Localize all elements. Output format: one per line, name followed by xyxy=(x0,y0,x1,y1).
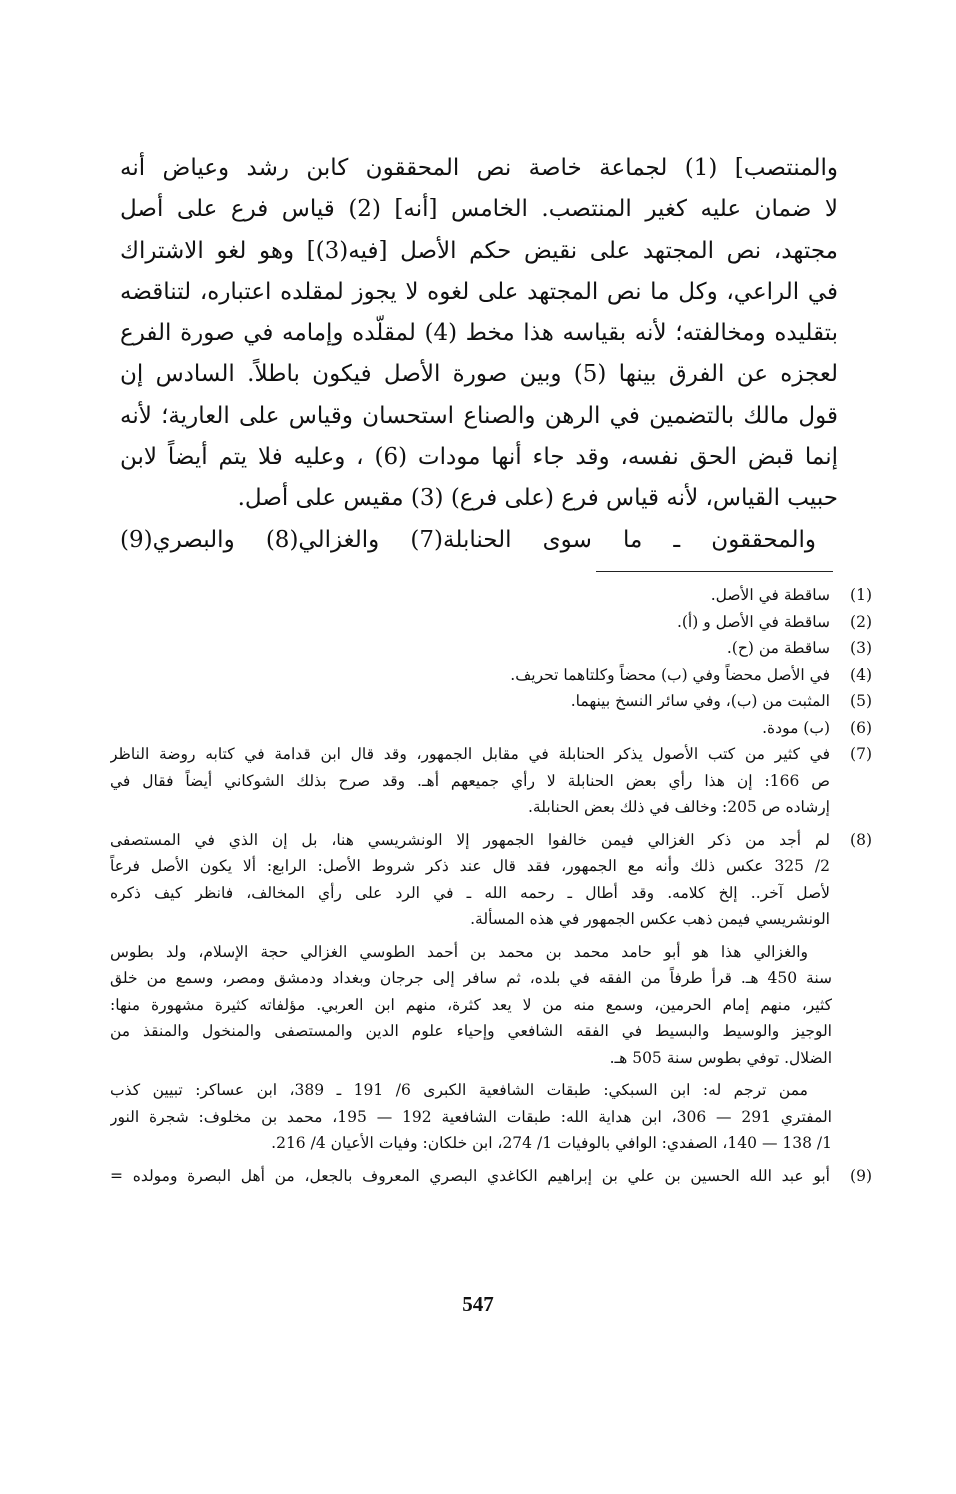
sources-line: المفتري 291 — 306، ابن هداية الله: طبقات الشافعية 192 — 195، محمد بن مخلوف: شجرة النور xyxy=(110,1107,832,1126)
main-text-line: لعجزه عن الفرق بينها (5) وبين صورة الأصل فيكون باطلاً. السادس إن xyxy=(120,361,838,388)
footnote-text: ساقطة في الأصل. xyxy=(710,586,830,604)
footnote-number: (2) xyxy=(850,612,872,631)
main-text-line: حبيب القياس، لأنه قياس فرع (على فرع) (3) مقيس على أصل. xyxy=(237,485,838,512)
footnotes xyxy=(110,582,872,1189)
footnote-text: ص 166: إن هذا رأي بعض الحنابلة لا رأي جميعهم أهـ. وقد صرح بذلك الشوكاني أيضاً فقال في xyxy=(110,771,830,790)
footnote xyxy=(110,1163,872,1190)
footnote-text: ساقطة من (ح). xyxy=(726,639,830,657)
footnote-text: إرشاده ص 205: وخالف في ذلك بعض الحنابلة. xyxy=(527,798,830,816)
footnote-number: (6) xyxy=(850,718,872,737)
footnote xyxy=(110,827,872,933)
footnote-text: ساقطة في الأصل و (أ). xyxy=(676,612,830,631)
footnote-text: في كثير من كتب الأصول يذكر الحنابلة في مقابل الجمهور، وقد قال ابن قدامة في كتابه روضة الناظر xyxy=(110,745,830,763)
main-text-line: في الراعي، وكل ما نص المجتهد على لغوه لا يجوز لمقلده اعتباره، لتناقضه xyxy=(120,278,838,305)
footnote-separator xyxy=(596,571,833,572)
footnote-number: (9) xyxy=(850,1166,872,1185)
main-text-line: إنما قبض الحق نفسه، وقد جاء أنها مودات (6) ، وعليه فلا يتم أيضاً لابن xyxy=(120,444,838,471)
biography-line: الضلال. توفي بطوس سنة 505 هـ. xyxy=(609,1048,832,1067)
ghazali-biography xyxy=(110,939,872,1072)
footnote-text: (ب) مودة. xyxy=(762,718,830,737)
biography-line: والغزالي هذا هو أبو حامد محمد بن محمد بن أحمد الطوسي الغزالي حجة الإسلام، ولد بطوس xyxy=(110,942,808,961)
footnote-number: (5) xyxy=(850,692,872,710)
main-text xyxy=(120,148,838,561)
footnote-number: (8) xyxy=(850,830,872,849)
sources-line: 1/ 138 — 140، الصفدي: الوافي بالوفيات 1/ 274، ابن خلكان: وفيات الأعيان 4/ 216. xyxy=(271,1134,832,1152)
footnote xyxy=(110,582,872,609)
footnote-text: لأصل آخر.. إلخ كلامه. وقد أطال ـ رحمه الله ـ في الرد على رأي المخالف، فانظر كيف ذكره xyxy=(110,883,830,902)
footnote-number: (1) xyxy=(850,586,872,604)
footnote-text: الونشريسي فيمن ذهب عكس الجمهور في هذه المسألة. xyxy=(470,910,830,928)
biography-line: سنة 450 هـ. قرأ طرفاً من الفقه في بلده، ثم سافر إلى جرجان وبغداد ودمشق ومصر، وسمع من خلق xyxy=(110,969,832,987)
biography-sources xyxy=(110,1077,872,1157)
footnote xyxy=(110,741,872,821)
footnote-text: المثبت من (ب)، وفي سائر النسخ بينهما. xyxy=(570,692,830,710)
main-text-line: بتقليده ومخالفته؛ لأنه بقياسه هذا مخط (4) لمقلّده وإمامه في صورة الفرع xyxy=(120,320,838,347)
footnote xyxy=(110,635,872,662)
footnote-text: لم أجد من ذكر الغزالي فيمن خالفوا الجمهور إلا الونشريسي هنا، بل إن الذي في المستصفى xyxy=(110,830,830,849)
footnote xyxy=(110,715,872,742)
biography-line: كثير، منهم إمام الحرمين، وسمع منه من لا يعد كثرة، منهم ابن العربي. مؤلفاته كثيرة مشهورة منها: xyxy=(110,995,832,1014)
footnote xyxy=(110,609,872,636)
footnote xyxy=(110,688,872,715)
footnote-text: أبو عبد الله الحسين بن علي بن إبراهيم الكاغدي البصري المعروف بالجعل، من أهل البصرة ومولده = xyxy=(110,1166,830,1185)
footnote-number: (4) xyxy=(850,665,872,684)
sources-line: ممن ترجم له: ابن السبكي: طبقات الشافعية الكبرى 6/ 191 ـ 389، ابن عساكر: تبيين كذب xyxy=(110,1081,808,1099)
footnote xyxy=(110,662,872,689)
main-text-line: والمنتصب] (1) لجماعة خاصة نص المحققون كابن رشد وعياض أنه xyxy=(120,155,838,181)
main-text-line: قول مالك بالتضمين في الرهن والصناع استحسان وقياس على العارية؛ لأنه xyxy=(120,402,838,429)
biography-line: الوجيز والوسيط والبسيط في الفقه الشافعي وإحياء علوم الدين والمستصفى والمنخول والمنقذ من xyxy=(110,1022,832,1040)
main-text-line: مجتهد، نص المجتهد على نقيض حكم الأصل [فيه(3)] وهو لغو الاشتراك xyxy=(120,237,838,264)
main-text-line: والمحققون ـ ما سوى الحنابلة(7) والغزالي(8) والبصري(9) xyxy=(120,526,817,553)
footnote-number: (3) xyxy=(850,639,872,657)
footnote-text: في الأصل محضاً وفي (ب) محضاً وكلتاهما تحريف. xyxy=(510,665,830,684)
footnote-text: 2/ 325 عكس ذلك وأنه مع الجمهور، فقد قال عند ذكر شروط الأصل: الرابع: ألا يكون الأصل فرعاً xyxy=(110,857,830,875)
main-text-line: لا ضمان عليه كغير المنتصب. الخامس [أنه] (2) قياس فرع على أصل xyxy=(120,196,838,223)
page-number: 547 xyxy=(462,1292,494,1316)
footnote-number: (7) xyxy=(850,745,872,763)
